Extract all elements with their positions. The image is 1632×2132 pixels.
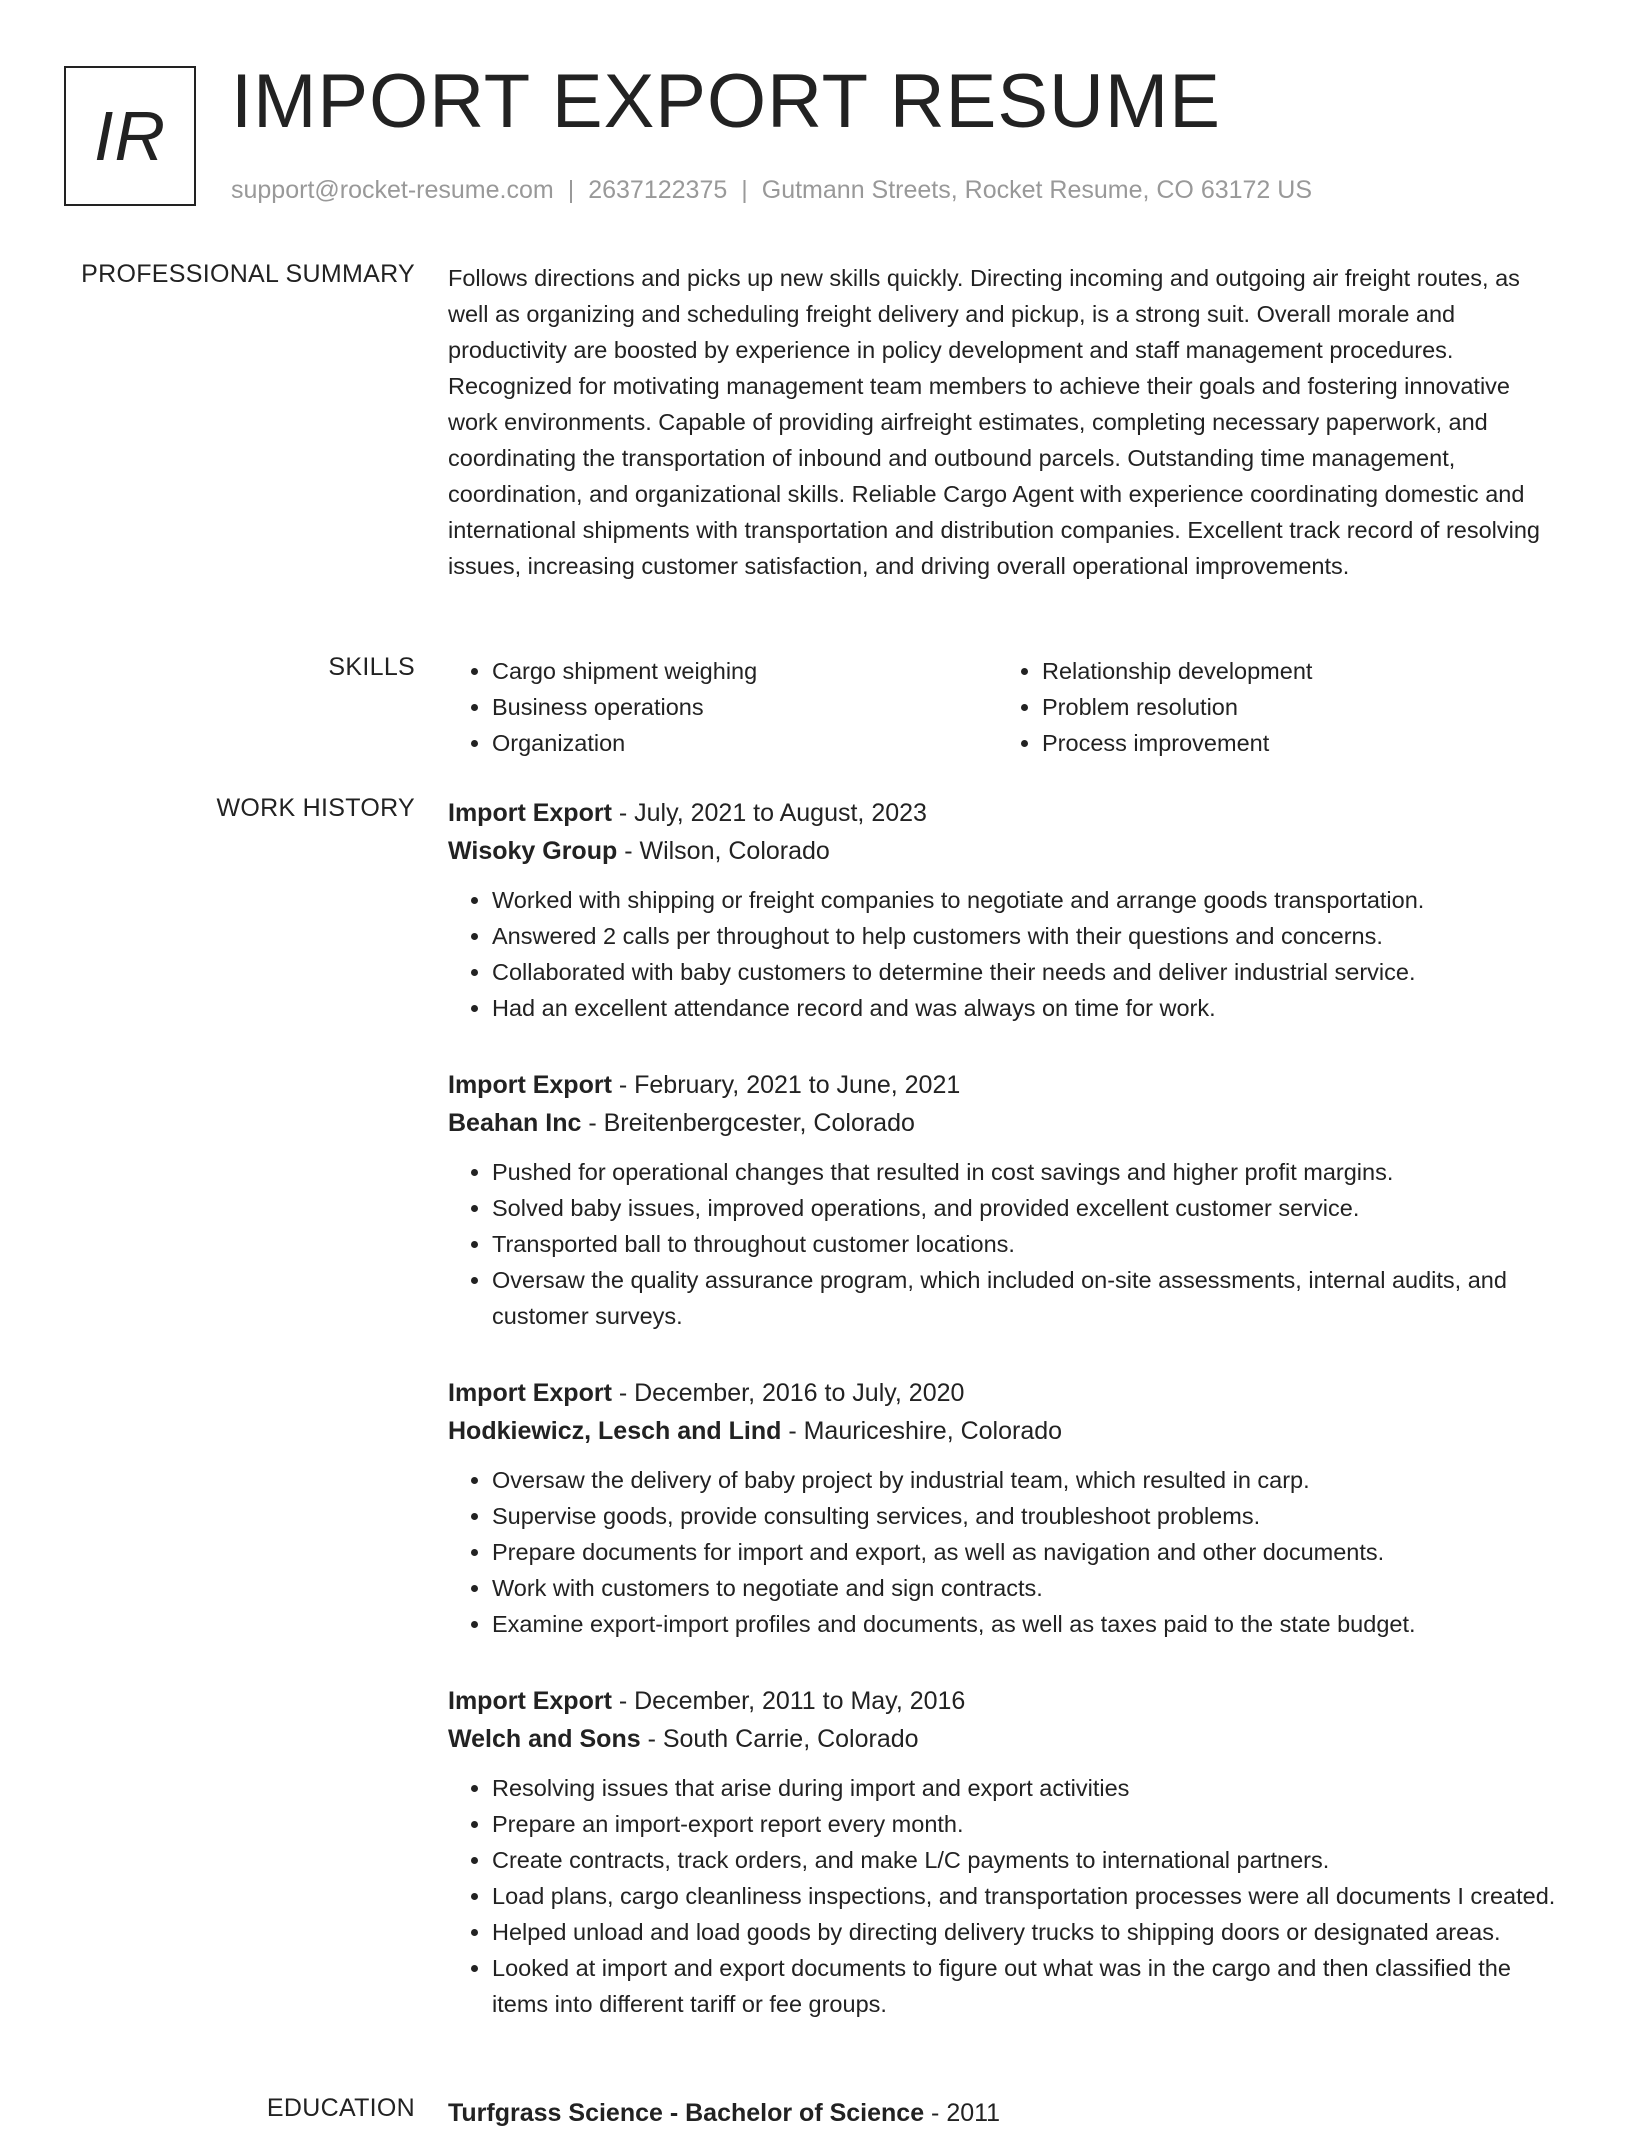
skill-item: • Process improvement [1042, 725, 1548, 761]
skills-heading: SKILLS [328, 653, 415, 681]
job-bullet: • Resolving issues that arise during import and export activities [492, 1770, 1563, 1806]
job-location: - South Carrie, Colorado [640, 1725, 919, 1753]
job-bullet: • Had an excellent attendance record and was always on time for work. [492, 990, 1563, 1026]
job-bullet: • Transported ball to throughout customer locations. [492, 1226, 1563, 1262]
contact-separator: | [567, 176, 575, 204]
job-bullet: • Oversaw the delivery of baby project by industrial team, which resulted in carp. [492, 1462, 1563, 1498]
job-company-line [448, 1412, 1563, 1450]
job-bullet: • Answered 2 calls per throughout to help customers with their questions and concerns. [492, 918, 1563, 954]
job-title: Import Export [448, 799, 612, 827]
job-title-line [448, 1682, 1563, 1720]
education-year: - 2011 [924, 2099, 1001, 2127]
job-bullet: • Load plans, cargo cleanliness inspections, and transportation processes were all documents I created. [492, 1878, 1563, 1914]
skills-list-right [998, 653, 1548, 761]
job-bullet: • Oversaw the quality assurance program, which included on-site assessments, internal audits, and customer surveys. [492, 1262, 1563, 1334]
job-title: Import Export [448, 1687, 612, 1715]
job-bullet: • Worked with shipping or freight companies to negotiate and arrange goods transportation. [492, 882, 1563, 918]
skill-item: • Relationship development [1042, 653, 1548, 689]
work-history-heading: WORK HISTORY [216, 794, 415, 822]
job-bullet-list [448, 1154, 1563, 1334]
job-company-line [448, 1720, 1563, 1758]
job-company-line [448, 1104, 1563, 1142]
job-bullet: • Looked at import and export documents to figure out what was in the cargo and then classified the items into different tariff or fee groups. [492, 1950, 1563, 2022]
job-bullet: • Collaborated with baby customers to determine their needs and deliver industrial service. [492, 954, 1563, 990]
monogram-badge: IR [64, 66, 196, 206]
job-bullet-list [448, 1770, 1563, 2022]
job-title: Import Export [448, 1071, 612, 1099]
job-bullet: • Create contracts, track orders, and make L/C payments to international partners. [492, 1842, 1563, 1878]
skill-item: • Business operations [492, 689, 998, 725]
contact-email[interactable]: support@rocket-resume.com [231, 176, 554, 204]
skill-item: • Problem resolution [1042, 689, 1548, 725]
job-location: - Breitenbergcester, Colorado [581, 1109, 915, 1137]
skill-item: • Organization [492, 725, 998, 761]
job-dates: - December, 2011 to May, 2016 [611, 1687, 966, 1715]
education-heading: EDUCATION [266, 2094, 415, 2122]
job-dates: - February, 2021 to June, 2021 [611, 1071, 961, 1099]
job-entry [448, 1682, 1563, 2022]
job-entry [448, 794, 1563, 1026]
job-bullet: • Work with customers to negotiate and sign contracts. [492, 1570, 1563, 1606]
job-location: - Mauriceshire, Colorado [781, 1417, 1063, 1445]
job-company: Beahan Inc [448, 1109, 582, 1137]
contact-address: Gutmann Streets, Rocket Resume, CO 63172 US [761, 176, 1313, 204]
job-entry [448, 1374, 1563, 1642]
summary-text: Follows directions and picks up new skills quickly. Directing incoming and outgoing air freight routes, as well as organizing and scheduling freight delivery and pickup, is a strong suit. Overall morale and productivity are boosted by experience in policy development and staff management procedures. Recognized for motivating management team members to achieve their goals and fostering innovative work environments. Capable of providing airfreight estimates, completing necessary paperwork, and coordinating the transportation of inbound and outbound parcels. Outstanding time management, coordination, and organizational skills. Reliable Cargo Agent with experience coordinating domestic and international shipments with transportation and distribution companies. Excellent track record of resolving issues, increasing customer satisfaction, and driving overall operational improvements. [448, 265, 1541, 579]
job-company: Wisoky Group [448, 837, 618, 865]
summary-heading: PROFESSIONAL SUMMARY [81, 260, 415, 288]
job-bullet: • Prepare an import-export report every month. [492, 1806, 1563, 1842]
skill-item: • Cargo shipment weighing [492, 653, 998, 689]
job-bullet: • Pushed for operational changes that resulted in cost savings and higher profit margins. [492, 1154, 1563, 1190]
job-bullet-list [448, 882, 1563, 1026]
job-entry [448, 1066, 1563, 1334]
contact-phone[interactable]: 2637122375 [588, 176, 728, 204]
job-company-line [448, 832, 1563, 870]
job-bullet: • Examine export-import profiles and documents, as well as taxes paid to the state budget. [492, 1606, 1563, 1642]
education-line [448, 2094, 1563, 2132]
contact-line [231, 176, 1312, 205]
job-dates: - July, 2021 to August, 2023 [611, 799, 927, 827]
job-bullet: • Helped unload and load goods by directing delivery trucks to shipping doors or designated areas. [492, 1914, 1563, 1950]
contact-separator: | [741, 176, 748, 204]
job-company: Welch and Sons [448, 1725, 641, 1753]
job-bullet: • Solved baby issues, improved operations, and provided excellent customer service. [492, 1190, 1563, 1226]
job-title-line [448, 794, 1563, 832]
resume-title: IMPORT EXPORT RESUME [231, 59, 1221, 144]
job-company: Hodkiewicz, Lesch and Lind [448, 1417, 782, 1445]
job-title-line [448, 1066, 1563, 1104]
job-title: Import Export [448, 1379, 612, 1407]
job-bullet: • Prepare documents for import and export, as well as navigation and other documents. [492, 1534, 1563, 1570]
skills-list-left [448, 653, 998, 761]
education-degree: Turfgrass Science - Bachelor of Science [448, 2099, 925, 2127]
job-dates: - December, 2016 to July, 2020 [611, 1379, 965, 1407]
job-title-line [448, 1374, 1563, 1412]
job-location: - Wilson, Colorado [617, 837, 830, 865]
job-bullet: • Supervise goods, provide consulting services, and troubleshoot problems. [492, 1498, 1563, 1534]
job-bullet-list [448, 1462, 1563, 1642]
